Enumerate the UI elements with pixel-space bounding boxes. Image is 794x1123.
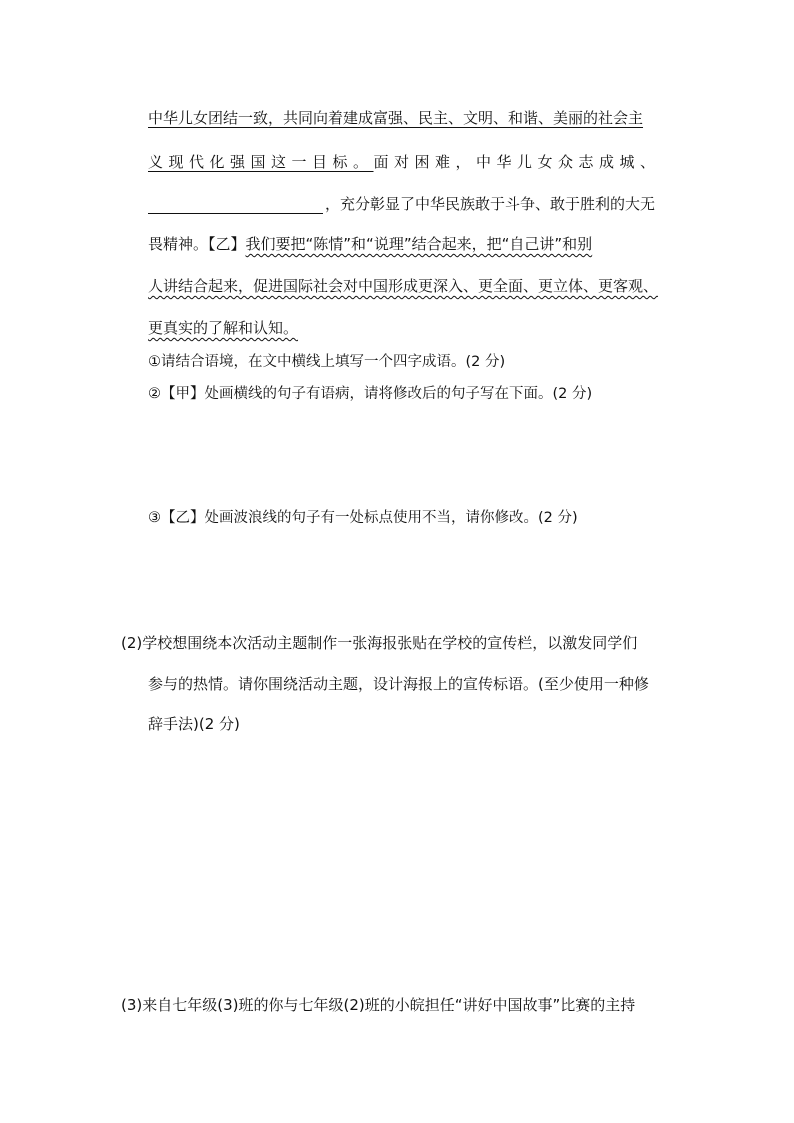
question-2-line-1: (2)学校想围绕本次活动主题制作一张海报张贴在学校的宣传栏，以激发同学们 [121, 634, 638, 652]
passage-text: 面对困难，中华儿女众志成城、 [373, 153, 661, 171]
passage-line-3 [148, 193, 655, 214]
passage-text: ，充分彰显了中华民族敢于斗争、敢于胜利的大无 [325, 195, 656, 213]
passage-wavy-sentence-b: 人讲结合起来，促进国际社会对中国形成更深入、更全面、更立体、更客观、 [148, 277, 659, 295]
passage-line-6 [148, 318, 298, 338]
passage-line-1 [148, 108, 643, 128]
passage-line-2 [148, 152, 661, 172]
passage-underlined-sentence-a: 中华儿女团结一致，共同向着建成富强、民主、文明、和谐、美丽的社会主 [148, 109, 644, 127]
question-2-line-3: 辞手法)(2 分) [148, 715, 240, 733]
question-2-line-2: 参与的热情。请你围绕活动主题，设计海报上的宣传标语。(至少使用一种修 [148, 675, 649, 693]
sub-question-1: ①请结合语境，在文中横线上填写一个四字成语。(2 分) [148, 354, 506, 370]
sub-question-3: ③【乙】处画波浪线的句子有一处标点使用不当，请你修改。(2 分) [148, 510, 578, 526]
passage-wavy-sentence-a: 我们要把“陈情”和“说理”结合起来，把“自己讲”和别 [245, 235, 593, 253]
passage-text: 畏精神。【乙】 [148, 235, 246, 253]
passage-underlined-sentence-b: 义现代化强国这一目标。 [148, 153, 374, 171]
question-3-line-1: (3)来自七年级(3)班的你与七年级(2)班的小皖担任“讲好中国故事”比赛的主持 [121, 996, 636, 1014]
sub-question-2: ②【甲】处画横线的句子有语病，请将修改后的句子写在下面。(2 分) [148, 386, 593, 402]
passage-line-5 [148, 276, 658, 296]
passage-wavy-sentence-c: 更真实的了解和认知。 [148, 319, 299, 337]
passage-line-4 [148, 234, 592, 254]
idiom-blank[interactable] [148, 193, 323, 214]
